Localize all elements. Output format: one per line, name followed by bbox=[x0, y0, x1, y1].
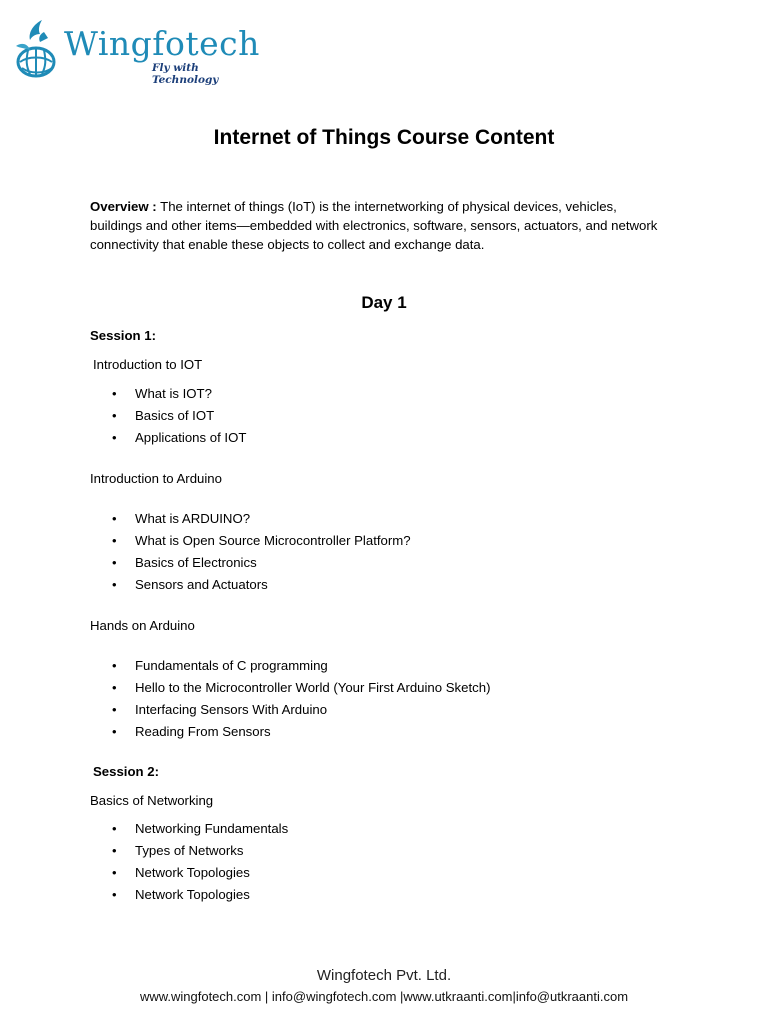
session-1-label: Session 1: bbox=[90, 328, 156, 343]
overview-paragraph bbox=[90, 197, 660, 254]
intro-iot-heading: Introduction to IOT bbox=[93, 357, 203, 372]
list-item: • Applications of IOT bbox=[112, 430, 247, 445]
company-logo bbox=[14, 16, 264, 86]
intro-iot-list bbox=[112, 386, 247, 452]
list-item: • What is IOT? bbox=[112, 386, 212, 401]
intro-arduino-heading: Introduction to Arduino bbox=[90, 471, 222, 486]
page-title: Internet of Things Course Content bbox=[213, 126, 555, 149]
list-item: • Interfacing Sensors With Arduino bbox=[112, 702, 328, 717]
footer-company-name: Wingfotech Pvt. Ltd. bbox=[316, 967, 452, 984]
list-item: • Fundamentals of C programming bbox=[112, 658, 328, 673]
list-item: • What is ARDUINO? bbox=[112, 511, 251, 526]
hands-on-heading: Hands on Arduino bbox=[90, 618, 195, 633]
list-item: • Network Topologies bbox=[112, 887, 250, 902]
brand-name: Wingfotech bbox=[64, 24, 260, 63]
list-item: • Network Topologies bbox=[112, 865, 250, 880]
list-item: • Sensors and Actuators bbox=[112, 577, 268, 592]
list-item: • Hello to the Microcontroller World (Your First Arduino Sketch) bbox=[112, 680, 491, 695]
list-item: • Basics of Electronics bbox=[112, 555, 257, 570]
list-item: • Networking Fundamentals bbox=[112, 821, 289, 836]
hands-on-list bbox=[112, 658, 491, 746]
day-heading: Day 1 bbox=[361, 293, 407, 312]
list-item: • Types of Networks bbox=[112, 843, 244, 858]
list-item: • Reading From Sensors bbox=[112, 724, 271, 739]
brand-tagline: Fly with Technology bbox=[152, 62, 219, 86]
overview-label: Overview : bbox=[90, 199, 157, 214]
session-2-label: Session 2: bbox=[93, 764, 159, 779]
networking-list bbox=[112, 821, 289, 909]
footer-contact-line: www.wingfotech.com | info@wingfotech.com |www.utkraanti.com|info@utkraanti.com bbox=[139, 989, 629, 1004]
intro-arduino-list bbox=[112, 511, 411, 599]
networking-heading: Basics of Networking bbox=[90, 793, 214, 808]
list-item: • Basics of IOT bbox=[112, 408, 215, 423]
overview-text: The internet of things (IoT) is the internetworking of physical devices, vehicles, buildings and other items—embedded with electronics, software, sensors, actuators, and network connectivity that enable these objects to collect and exchange data. bbox=[90, 199, 658, 252]
list-item: • What is Open Source Microcontroller Platform? bbox=[112, 533, 411, 548]
